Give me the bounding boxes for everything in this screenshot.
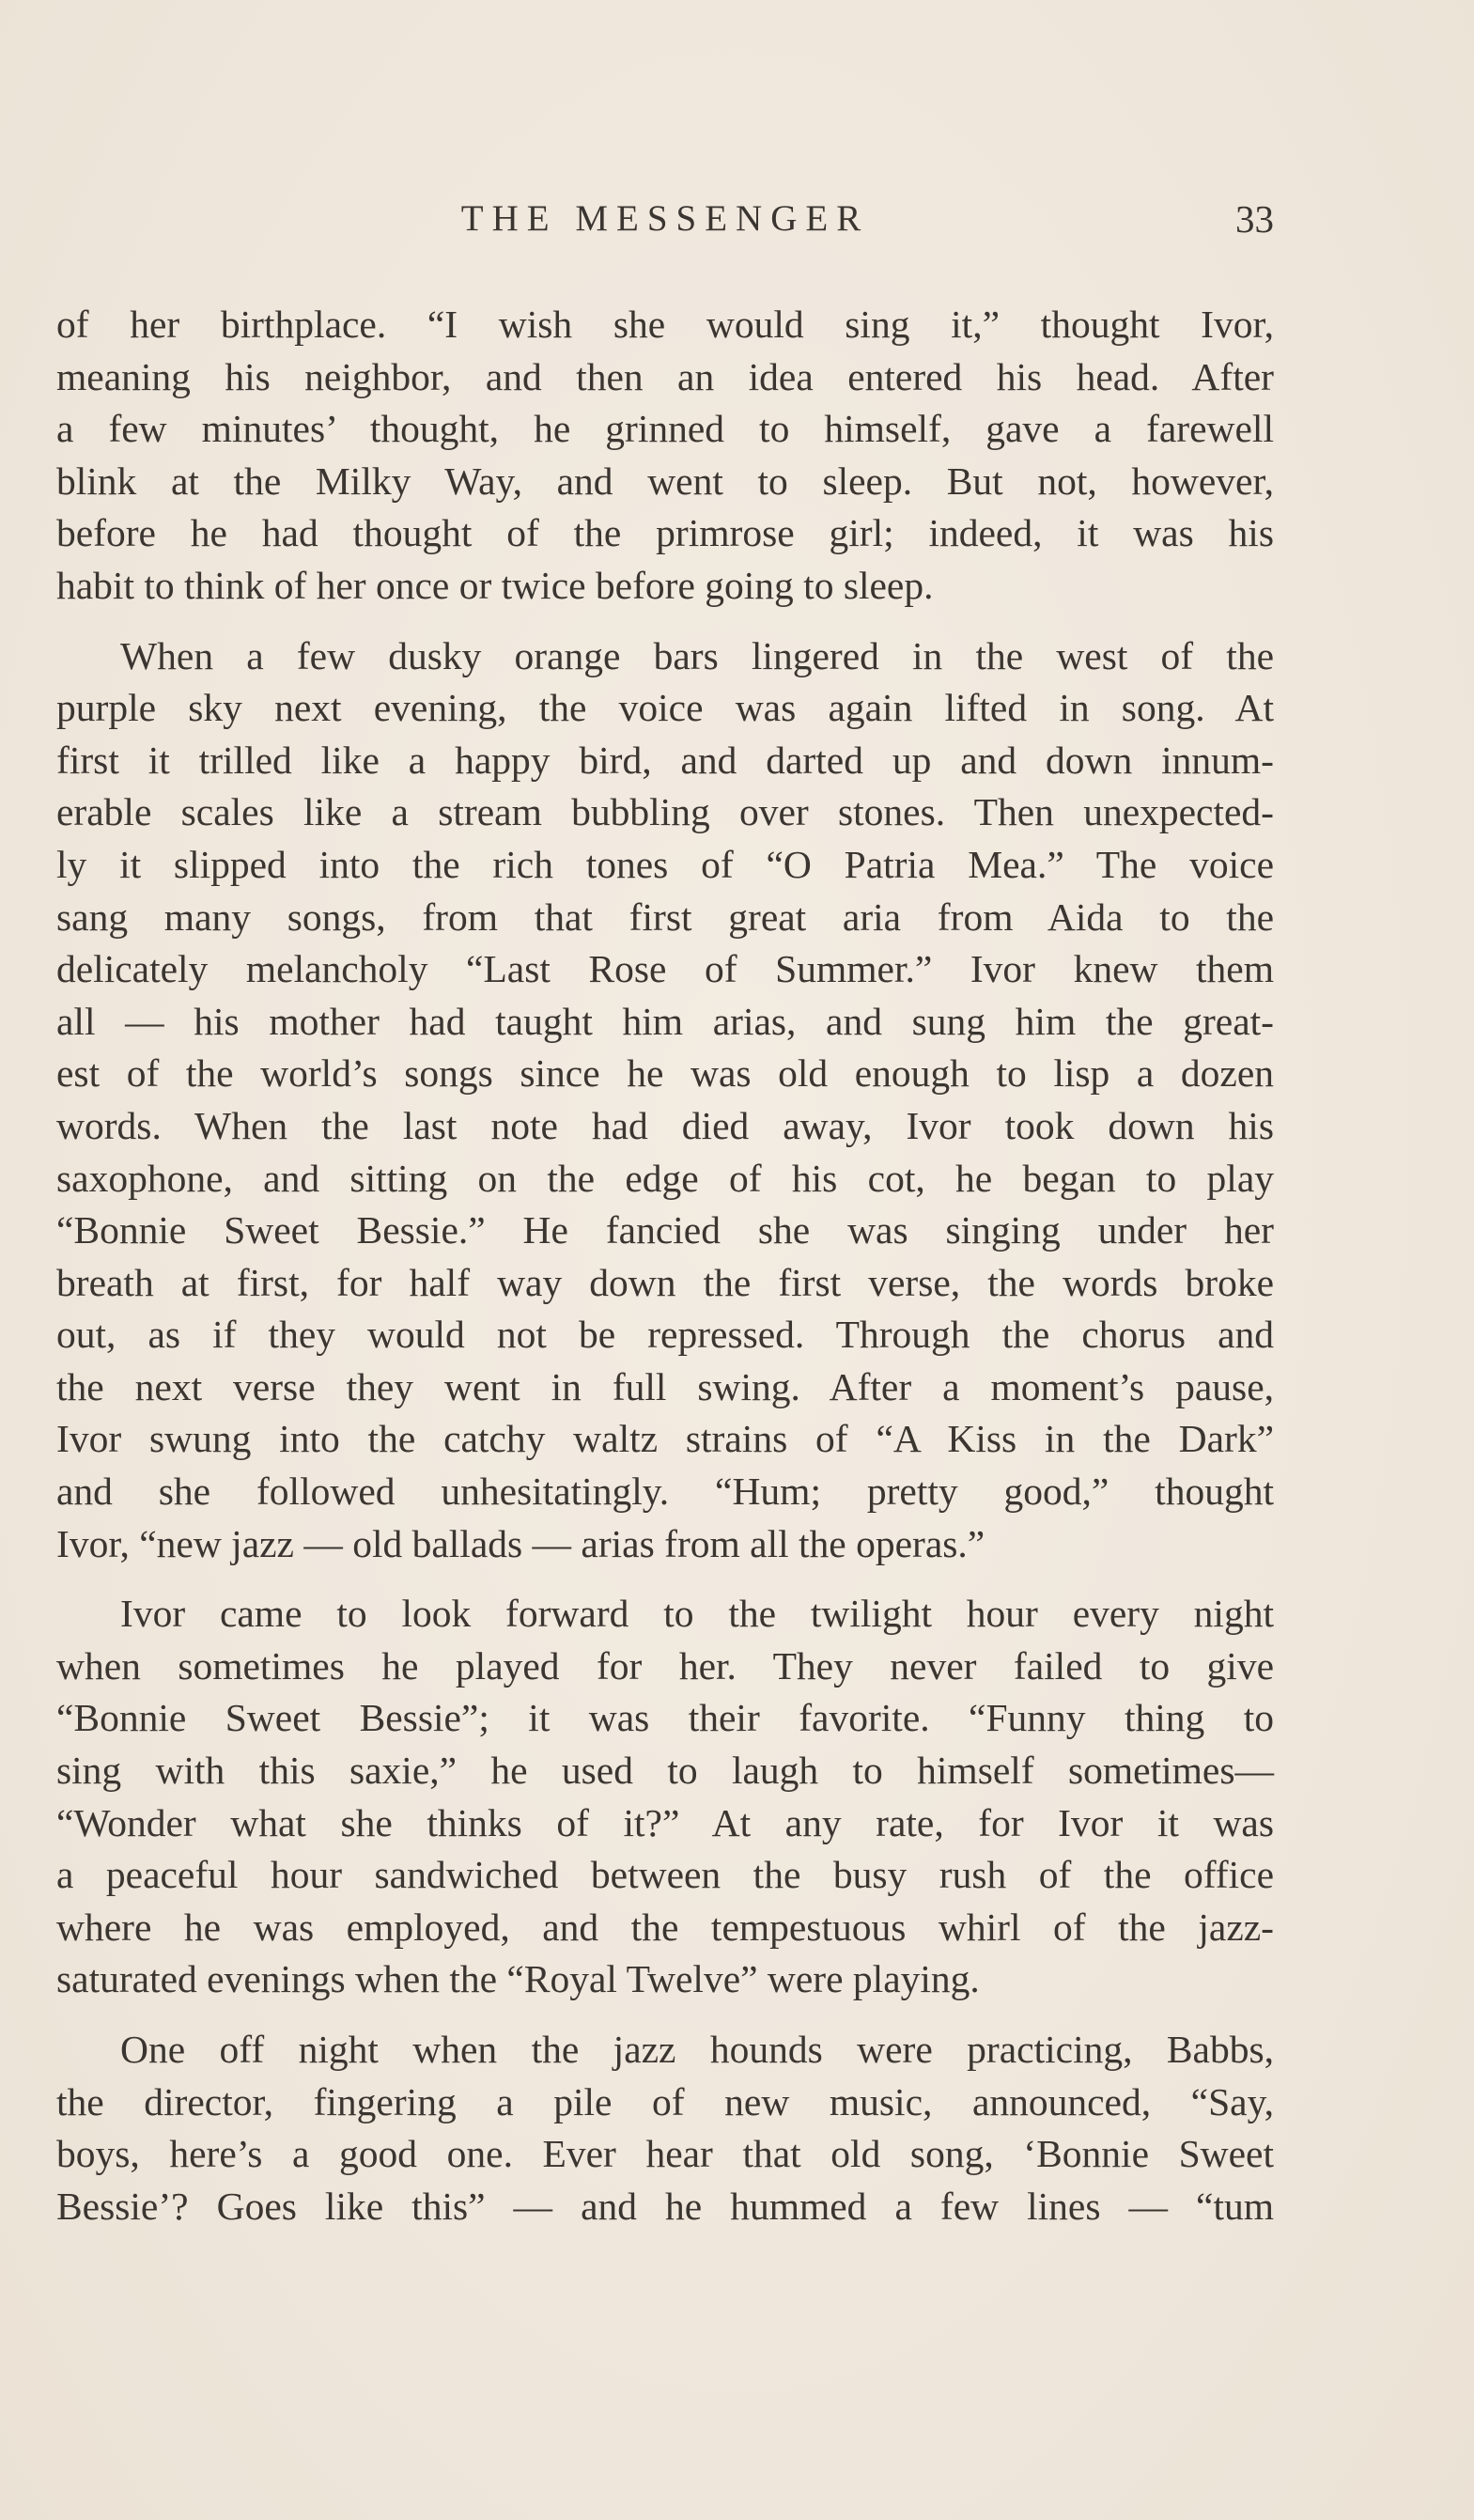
text-line: the next verse they went in full swing. After a moment’s pause,: [56, 1364, 1274, 1408]
text-line: One off night when the jazz hounds were practicing, Babbs,: [120, 2028, 1274, 2071]
text-line: and she followed unhesitatingly. “Hum; pretty good,” thought: [56, 1470, 1274, 1514]
text-line: purple sky next evening, the voice was again lifted in song. At: [56, 686, 1274, 730]
text-line: where he was employed, and the tempestuous whirl of the jazz-: [56, 1905, 1274, 1949]
text-line: Ivor, “new jazz — old ballads — arias from all the operas.”: [56, 1521, 985, 1565]
text-line: blink at the Milky Way, and went to sleep. But not, however,: [56, 459, 1274, 503]
text-line: “Wonder what she thinks of it?” At any rate, for Ivor it was: [56, 1800, 1274, 1844]
text-line: meaning his neighbor, and then an idea entered his head. After: [56, 354, 1274, 398]
text-line: when sometimes he played for her. They never failed to give: [56, 1643, 1274, 1688]
text-line: When a few dusky orange bars lingered in the west of the: [120, 633, 1274, 677]
text-line: a peaceful hour sandwiched between the busy rush of the office: [56, 1853, 1274, 1897]
text-line: “Bonnie Sweet Bessie.” He fancied she was singing under her: [56, 1208, 1274, 1252]
paragraph-3: [56, 1588, 1274, 2006]
running-title: THE MESSENGER: [460, 198, 870, 239]
text-line: all — his mother had taught him arias, and sung him the great-: [56, 999, 1274, 1043]
text-line: words. When the last note had died away, Ivor took down his: [56, 1103, 1274, 1147]
text-line: saturated evenings when the “Royal Twelve” were playing.: [56, 1957, 980, 2001]
text-line: out, as if they would not be repressed. Through the chorus and: [56, 1313, 1274, 1357]
text-line: habit to think of her once or twice before going to sleep.: [56, 563, 934, 607]
text-line: saxophone, and sitting on the edge of his cot, he began to play: [56, 1156, 1274, 1200]
text-line: ly it slipped into the rich tones of “O Patria Mea.” The voice: [56, 842, 1274, 886]
body-text: [56, 299, 1274, 2250]
text-line: a few minutes’ thought, he grinned to himself, gave a farewell: [56, 407, 1274, 451]
text-line: delicately melancholy “Last Rose of Summer.” Ivor knew them: [56, 947, 1274, 991]
text-line: sing with this saxie,” he used to laugh to himself sometimes—: [56, 1749, 1274, 1793]
paragraph-2: [56, 630, 1274, 1571]
running-head: [56, 193, 1274, 245]
paragraph-4: [56, 2024, 1274, 2232]
text-line: “Bonnie Sweet Bessie”; it was their favorite. “Funny thing to: [56, 1696, 1274, 1740]
text-line: before he had thought of the primrose girl; indeed, it was his: [56, 511, 1274, 555]
text-line: of her birthplace. “I wish she would sing it,” thought Ivor,: [56, 303, 1274, 346]
text-line: breath at first, for half way down the first verse, the words broke: [56, 1260, 1274, 1304]
text-line: sang many songs, from that first great aria from Aida to the: [56, 894, 1274, 939]
paragraph-1: [56, 299, 1274, 613]
text-line: the director, fingering a pile of new music, announced, “Say,: [56, 2079, 1274, 2123]
text-line: Bessie’? Goes like this” — and he hummed a few lines — “tum: [56, 2184, 1274, 2228]
page-number: 33: [1235, 197, 1274, 241]
text-line: first it trilled like a happy bird, and darted up and down innum-: [56, 738, 1274, 782]
text-line: boys, here’s a good one. Ever hear that old song, ‘Bonnie Sweet: [56, 2132, 1274, 2176]
text-line: Ivor swung into the catchy waltz strains of “A Kiss in the Dark”: [56, 1417, 1274, 1461]
text-line: est of the world’s songs since he was old enough to lisp a dozen: [56, 1051, 1274, 1096]
text-line: Ivor came to look forward to the twilight hour every night: [120, 1592, 1274, 1636]
text-line: erable scales like a stream bubbling over stones. Then unexpected-: [56, 790, 1274, 834]
